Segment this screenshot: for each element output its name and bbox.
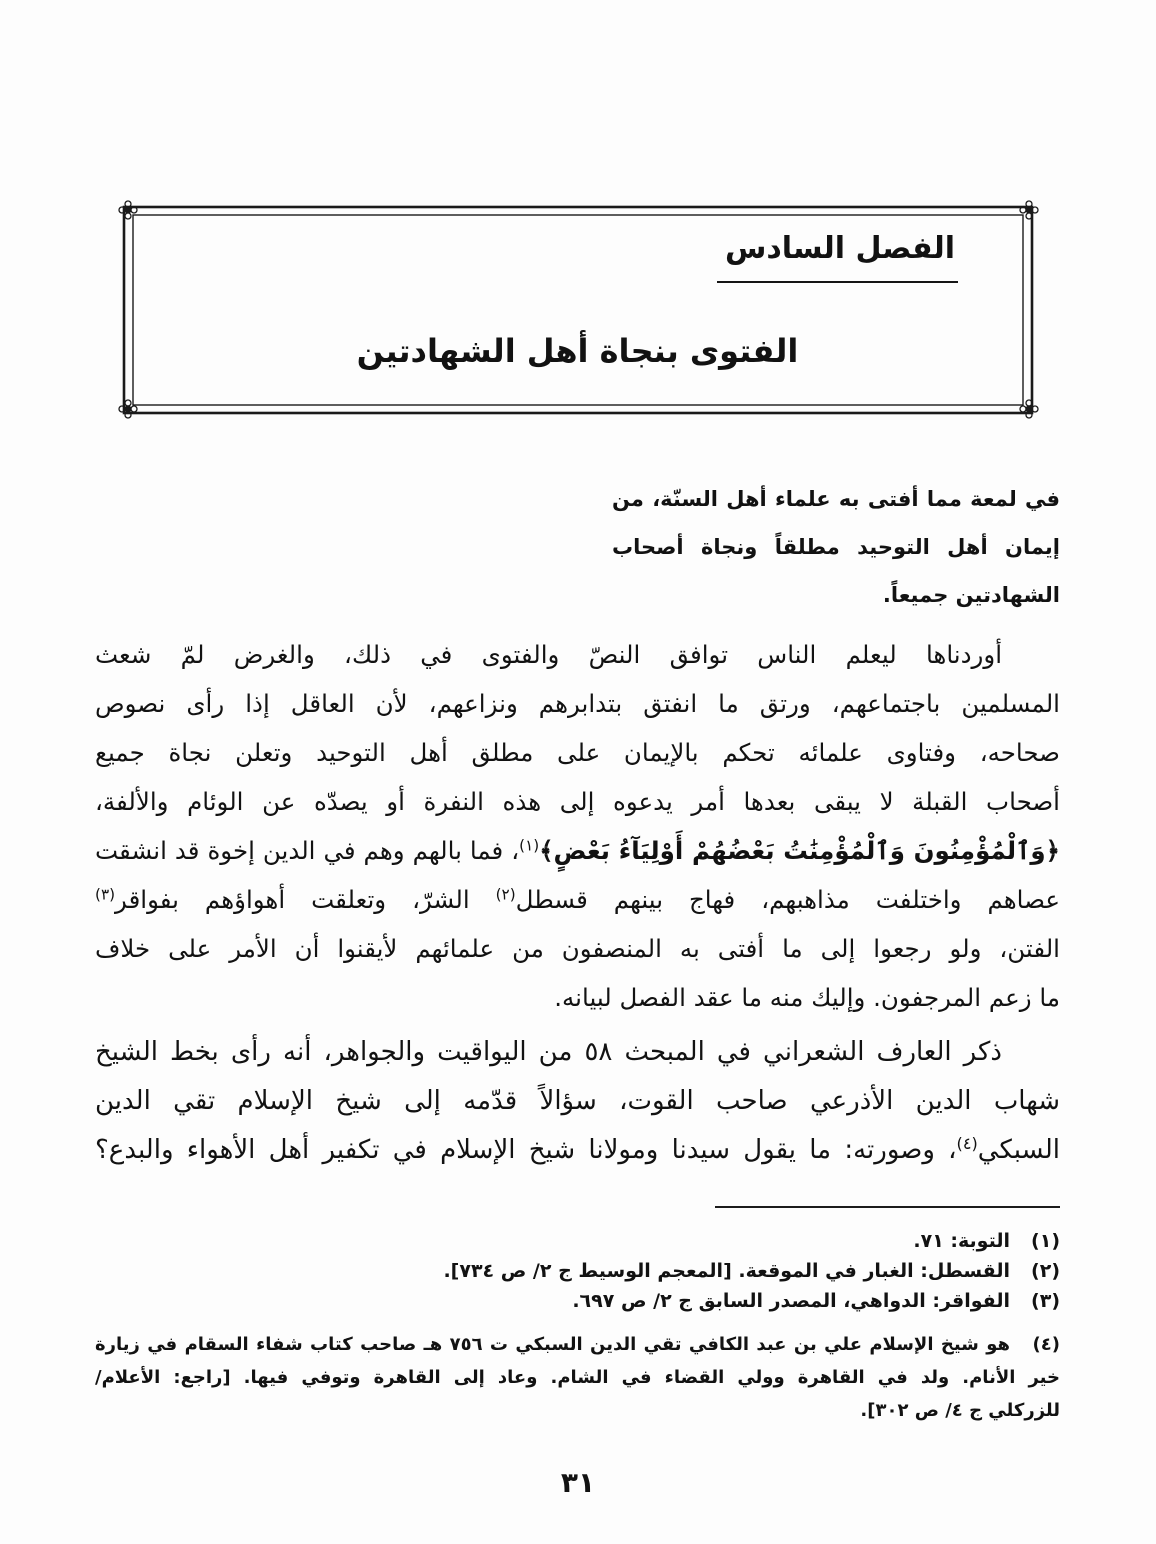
footnote-text: القسطل: الغبار في الموقعة. [المعجم الوسيط ج ٢/ ص ٧٣٤]. <box>443 1260 1010 1282</box>
intro-line: في لمعة مما أفتى به علماء أهل السنّة، من <box>612 487 1060 511</box>
chapter-label: الفصل السادس <box>717 229 958 283</box>
footnote-separator <box>715 1206 1060 1208</box>
chapter-heading <box>717 229 958 283</box>
corner-ornament-bottom-left <box>119 400 137 418</box>
corner-ornament-top-left <box>119 201 137 219</box>
footnote-label: (٢) <box>1031 1260 1060 1282</box>
quran-verse: ﴿وَٱلْمُؤْمِنُونَ وَٱلْمُؤْمِنَٰتُ بَعْضُهُمْ أَوْلِيَآءُ بَعْضٍ﴾ <box>539 836 1061 865</box>
footnote-line <box>95 1328 1060 1361</box>
paragraph-text: ، فما بالهم وهم في الدين إخوة قد انشقت <box>95 836 520 865</box>
footnote-4 <box>95 1328 1060 1427</box>
intro-line: الشهادتين جميعاً. <box>882 583 1060 607</box>
footnote-ref: (٢) <box>495 885 516 904</box>
footnote-ref: (١) <box>519 836 540 855</box>
footnote-text: الفواقر: الدواهي، المصدر السابق ج ٢/ ص ٦٩٧. <box>572 1290 1010 1312</box>
footnote-line: خير الأنام. ولد في القاهرة وولي القضاء في الشام. وعاد إلى القاهرة وتوفي فيها. [راجع: الأعلام/ <box>95 1367 1060 1388</box>
footnote-text: التوبة: ٧١. <box>913 1230 1010 1252</box>
paragraph-line <box>95 1126 1060 1175</box>
footnote-text: هو شيخ الإسلام علي بن عبد الكافي تقي الدين السبكي ت ٧٥٦ هـ صاحب كتاب شفاء السقام في زيارة <box>95 1334 1010 1355</box>
chapter-title: الفتوى بنجاة أهل الشهادتين <box>356 332 799 370</box>
footnote-label: (٤) <box>1032 1334 1060 1355</box>
footnote-label: (٣) <box>1031 1290 1060 1312</box>
paragraph-line: الفتن، ولو رجعوا إلى ما أفتى به المنصفون من علمائهم لأيقنوا أن الأمر على خلاف <box>95 934 1060 963</box>
footnote-ref: (٤) <box>956 1134 978 1154</box>
paragraph-text: الشرّ، وتعلقت أهواؤهم بفواقر <box>115 885 496 914</box>
paragraph-line: ذكر العارف الشعراني في المبحث ٥٨ من اليواقيت والجواهر، أنه رأى بخط الشيخ <box>95 1037 1002 1067</box>
paragraph-line: صحاحه، وفتاوى علمائه تحكم بالإيمان على مطلق أهل التوحيد وتعلن نجاة جميع <box>95 738 1060 767</box>
intro-line: إيمان أهل التوحيد مطلقاً ونجاة أصحاب <box>612 535 1060 559</box>
page-number: ٣١ <box>560 1466 596 1499</box>
paragraph-text: السبكي <box>977 1135 1060 1165</box>
footnote-2 <box>95 1256 1060 1287</box>
paragraph-line: ما زعم المرجفون. وإليك منه ما عقد الفصل لبيانه. <box>554 983 1060 1012</box>
footnote-1 <box>95 1226 1060 1257</box>
paragraph-line: المسلمين باجتماعهم، ورتق ما انفتق بتدابرهم ونزاعهم، لأن العاقل إذا رأى نصوص <box>95 689 1060 718</box>
paragraph-text: ، وصورته: ما يقول سيدنا ومولانا شيخ الإسلام في تكفير أهل الأهواء والبدع؟ <box>95 1135 957 1165</box>
paragraph-2 <box>95 1028 1060 1175</box>
paragraph-line: شهاب الدين الأذرعي صاحب القوت، سؤالاً قدّمه إلى شيخ الإسلام تقي الدين <box>95 1086 1060 1116</box>
footnote-3 <box>95 1286 1060 1317</box>
paragraph-line: أصحاب القبلة لا يبقى بعدها أمر يدعوه إلى هذه النفرة أو يصدّه عن الوئام والألفة، <box>95 787 1060 816</box>
intro-summary <box>612 475 1060 619</box>
footnote-label: (١) <box>1031 1230 1060 1252</box>
footnote-line: للزركلي ج ٤/ ص ٣٠٢]. <box>860 1400 1060 1421</box>
paragraph-line <box>95 826 1060 875</box>
paragraph-1 <box>95 630 1060 1022</box>
paragraph-line: أوردناها ليعلم الناس توافق النصّ والفتوى في ذلك، والغرض لمّ شعث <box>95 640 1002 669</box>
paragraph-text: عصاهم واختلفت مذاهبهم، فهاج بينهم قسطل <box>515 885 1060 914</box>
footnote-ref: (٣) <box>95 885 116 904</box>
paragraph-line <box>95 875 1060 924</box>
